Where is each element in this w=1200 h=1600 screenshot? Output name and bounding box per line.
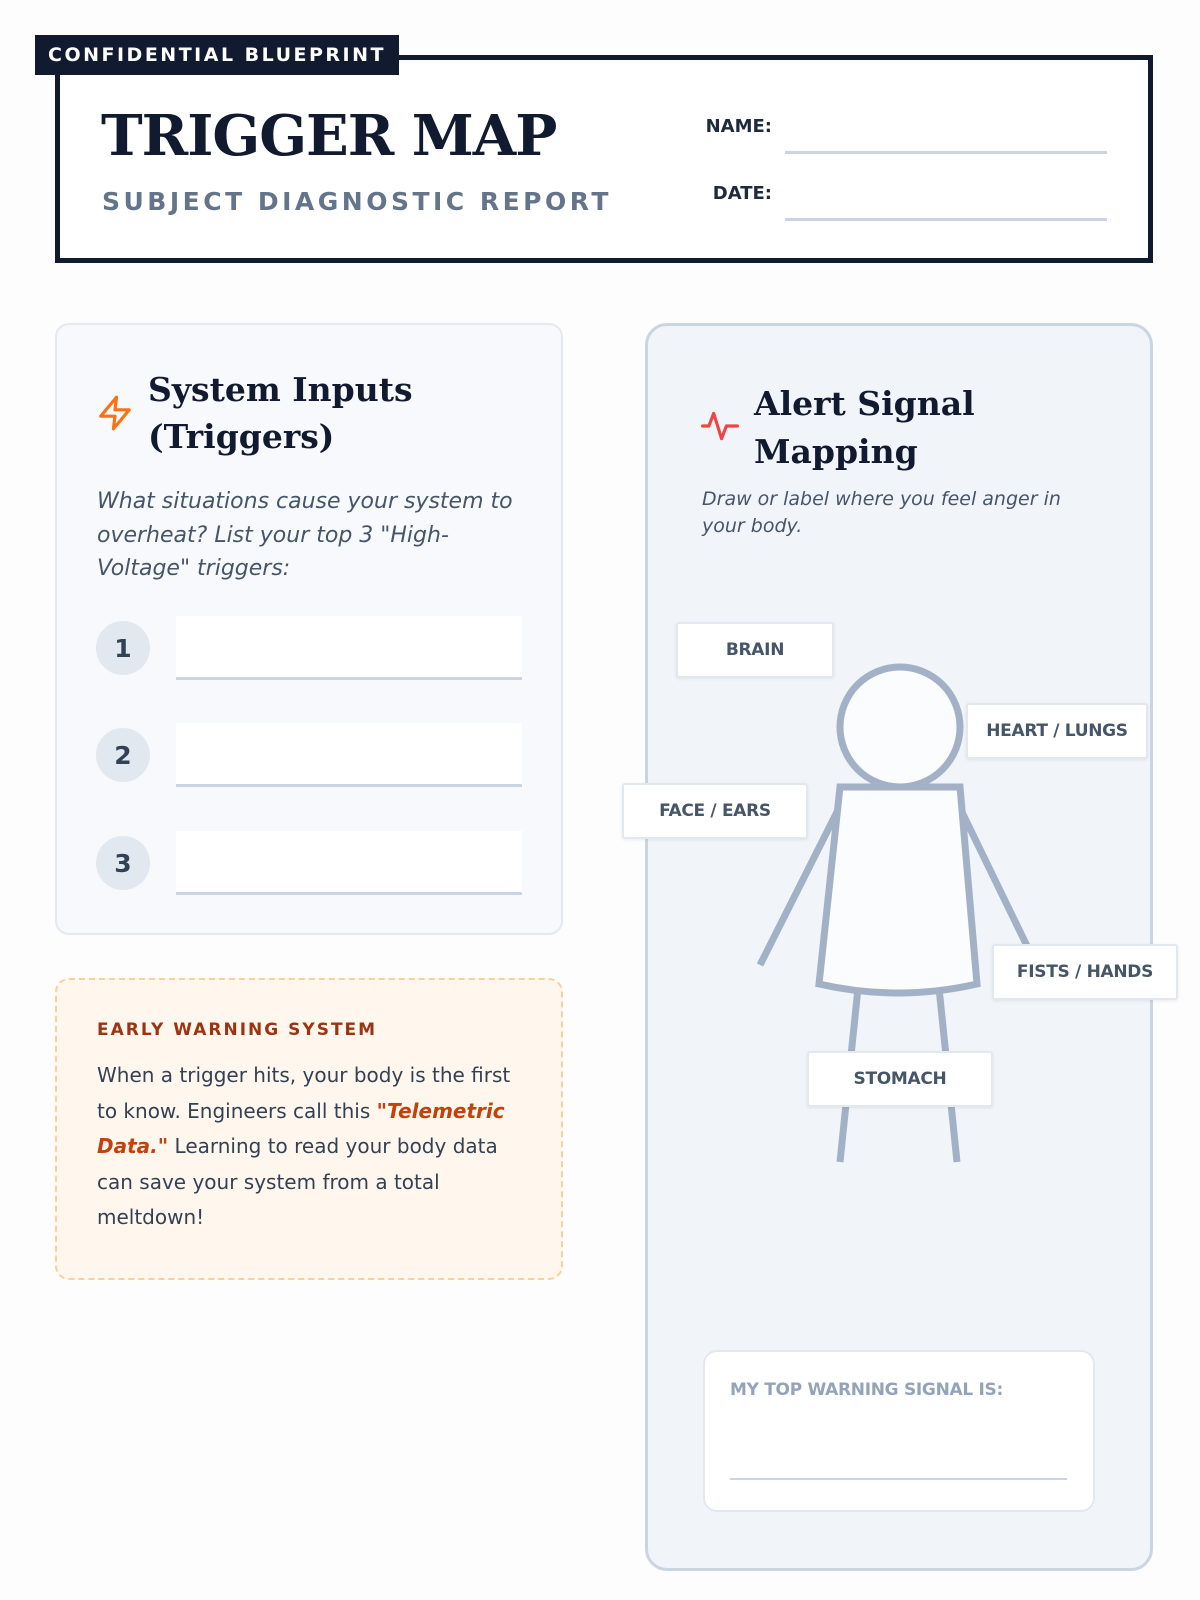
pulse-icon [701,405,739,447]
alert-signal-heading-line1: Alert Signal [754,384,975,423]
system-inputs-description: What situations cause your system to overheat? List your top 3 "High-Voltage" triggers: [97,489,513,581]
confidential-tag: CONFIDENTIAL BLUEPRINT [35,35,399,75]
early-warning-title: EARLY WARNING SYSTEM [97,1020,378,1040]
system-inputs-heading-line2: (Triggers) [148,417,335,456]
alert-signal-description: Draw or label where you feel anger in your body. [702,488,1061,537]
early-warning-text-end: Learning to read your body data can save your system from a total meltdown! [97,1134,498,1229]
telemetric-data-emphasis: "Telemetric Data." [97,1098,505,1158]
top-warning-signal-field[interactable] [730,1478,1067,1480]
alert-signal-heading-line2: Mapping [754,432,918,471]
system-inputs-heading-line1: System Inputs [148,370,413,409]
trigger-input-1[interactable] [176,616,522,680]
date-label: DATE: [712,183,772,204]
name-field[interactable] [785,151,1107,154]
date-field[interactable] [785,218,1107,221]
fists-hands-label[interactable]: FISTS / HANDS [992,944,1178,1000]
lightning-bolt-icon [96,393,134,433]
top-warning-signal-box [703,1350,1095,1512]
trigger-number-1: 1 [96,621,150,675]
trigger-number-2: 2 [96,728,150,782]
brain-label[interactable]: BRAIN [676,622,834,678]
face-ears-label[interactable]: FACE / EARS [622,783,808,839]
trigger-number-3: 3 [96,836,150,890]
early-warning-text-start: When a trigger hits, your body is the first to know. Engineers call this [97,1063,511,1123]
trigger-input-2[interactable] [176,723,522,787]
stomach-label[interactable]: STOMACH [807,1051,993,1107]
page-subtitle: SUBJECT DIAGNOSTIC REPORT [102,187,612,216]
name-label: NAME: [705,116,772,137]
page-title: TRIGGER MAP [101,103,557,169]
trigger-input-3[interactable] [176,831,522,895]
early-warning-text [97,1058,517,1236]
heart-lungs-label[interactable]: HEART / LUNGS [966,703,1148,759]
top-warning-signal-label: MY TOP WARNING SIGNAL IS: [730,1380,1003,1400]
